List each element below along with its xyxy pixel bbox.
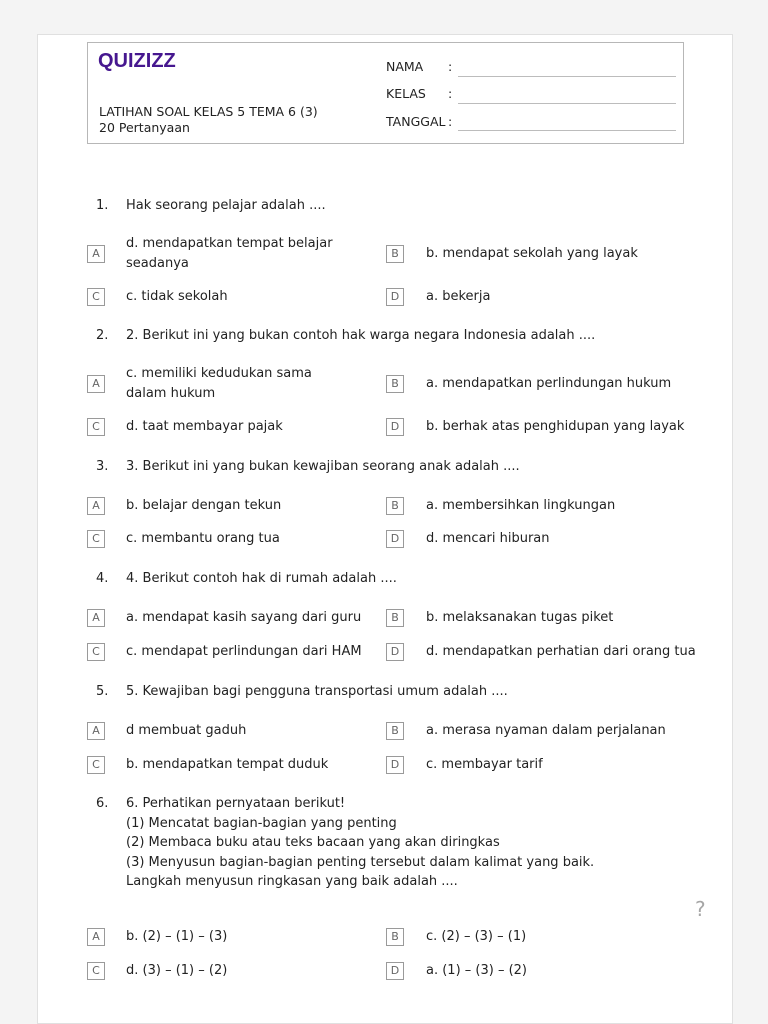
- option-text: a. mendapat kasih sayang dari guru: [126, 610, 362, 625]
- option-text: b. melaksanakan tugas piket: [426, 610, 614, 625]
- option-letter-box: C: [87, 288, 105, 306]
- option-text: c. memiliki kedudukan sama dalam hukum: [126, 366, 312, 401]
- option-letter-box: D: [386, 418, 404, 436]
- option-text: c. membantu orang tua: [126, 531, 280, 546]
- option-text: d. taat membayar pajak: [126, 419, 283, 434]
- option-letter-box: B: [386, 928, 404, 946]
- option-text: b. mendapat sekolah yang layak: [426, 246, 638, 261]
- worksheet-page: [37, 34, 733, 1024]
- option-text: d. (3) – (1) – (2): [126, 963, 228, 978]
- option-text: a. bekerja: [426, 289, 491, 304]
- quiz-title: LATIHAN SOAL KELAS 5 TEMA 6 (3): [99, 104, 318, 119]
- option-text: d membuat gaduh: [126, 723, 247, 738]
- question-line: Langkah menyusun ringkasan yang baik adalah ....: [126, 874, 458, 889]
- option-letter-box: B: [386, 722, 404, 740]
- option-text: c. (2) – (3) – (1): [426, 929, 527, 944]
- question-number: 5.: [96, 684, 109, 699]
- option-text: a. membersihkan lingkungan: [426, 498, 616, 513]
- option-letter-box: D: [386, 643, 404, 661]
- class-line[interactable]: [458, 103, 676, 104]
- option-letter-box: C: [87, 962, 105, 980]
- option-text: d. mendapatkan perhatian dari orang tua: [426, 644, 696, 659]
- option-text: d. mendapatkan tempat belajar seadanya: [126, 236, 333, 271]
- question-number: 3.: [96, 459, 109, 474]
- option-text: b. berhak atas penghidupan yang layak: [426, 419, 685, 434]
- option-letter-box: D: [386, 288, 404, 306]
- date-line[interactable]: [458, 130, 676, 131]
- option-letter-box: B: [386, 497, 404, 515]
- name-line[interactable]: [458, 76, 676, 77]
- date-colon: :: [448, 114, 453, 129]
- option-letter-box: A: [87, 375, 105, 393]
- option-text: d. mencari hiburan: [426, 531, 550, 546]
- option-text: b. belajar dengan tekun: [126, 498, 282, 513]
- name-field: [386, 59, 458, 74]
- worksheet-header: [87, 42, 684, 144]
- question-text: 5. Kewajiban bagi pengguna transportasi umum adalah ....: [126, 684, 508, 699]
- help-icon[interactable]: ?: [695, 897, 706, 921]
- option-letter-box: D: [386, 756, 404, 774]
- option-letter-box: A: [87, 928, 105, 946]
- option-text: c. mendapat perlindungan dari HAM: [126, 644, 362, 659]
- option-text: c. membayar tarif: [426, 757, 543, 772]
- question-line: (3) Menyusun bagian-bagian penting tersebut dalam kalimat yang baik.: [126, 854, 595, 870]
- date-field: [386, 114, 458, 129]
- option-letter-box: B: [386, 245, 404, 263]
- option-letter-box: C: [87, 643, 105, 661]
- option-letter-box: B: [386, 609, 404, 627]
- question-number: 1.: [96, 198, 109, 213]
- date-label: TANGGAL: [386, 114, 446, 129]
- class-label: KELAS: [386, 86, 426, 101]
- question-line: (1) Mencatat bagian-bagian yang penting: [126, 815, 397, 831]
- quizizz-logo: QUIZIZZ: [98, 50, 176, 72]
- option-text: a. (1) – (3) – (2): [426, 963, 528, 978]
- question-number: 4.: [96, 571, 109, 586]
- option-text: c. tidak sekolah: [126, 289, 228, 304]
- option-letter-box: C: [87, 530, 105, 548]
- option-letter-box: A: [87, 497, 105, 515]
- question-text: 3. Berikut ini yang bukan kewajiban seorang anak adalah ....: [126, 459, 520, 474]
- question-line: (2) Membaca buku atau teks bacaan yang akan diringkas: [126, 835, 500, 850]
- question-line: 6. Perhatikan pernyataan berikut!: [126, 796, 346, 811]
- option-text: a. mendapatkan perlindungan hukum: [426, 376, 672, 391]
- option-letter-box: A: [87, 722, 105, 740]
- option-letter-box: A: [87, 609, 105, 627]
- question-text: Hak seorang pelajar adalah ....: [126, 198, 326, 213]
- quiz-title-block: [99, 104, 318, 136]
- question-count: 20 Pertanyaan: [99, 120, 190, 135]
- option-letter-box: B: [386, 375, 404, 393]
- class-field: [386, 86, 458, 101]
- question-text: 4. Berikut contoh hak di rumah adalah ....: [126, 571, 397, 586]
- class-colon: :: [448, 86, 453, 101]
- option-letter-box: C: [87, 756, 105, 774]
- option-letter-box: C: [87, 418, 105, 436]
- option-text: a. merasa nyaman dalam perjalanan: [426, 723, 666, 738]
- question-text: 2. Berikut ini yang bukan contoh hak warga negara Indonesia adalah ....: [126, 328, 596, 343]
- option-letter-box: D: [386, 530, 404, 548]
- name-colon: :: [448, 59, 453, 74]
- name-label: NAMA: [386, 59, 424, 74]
- question-number: 6.: [96, 796, 109, 811]
- option-text: b. (2) – (1) – (3): [126, 929, 228, 944]
- option-letter-box: D: [386, 962, 404, 980]
- option-letter-box: A: [87, 245, 105, 263]
- question-text: [126, 794, 686, 892]
- question-number: 2.: [96, 328, 109, 343]
- option-text: b. mendapatkan tempat duduk: [126, 757, 329, 772]
